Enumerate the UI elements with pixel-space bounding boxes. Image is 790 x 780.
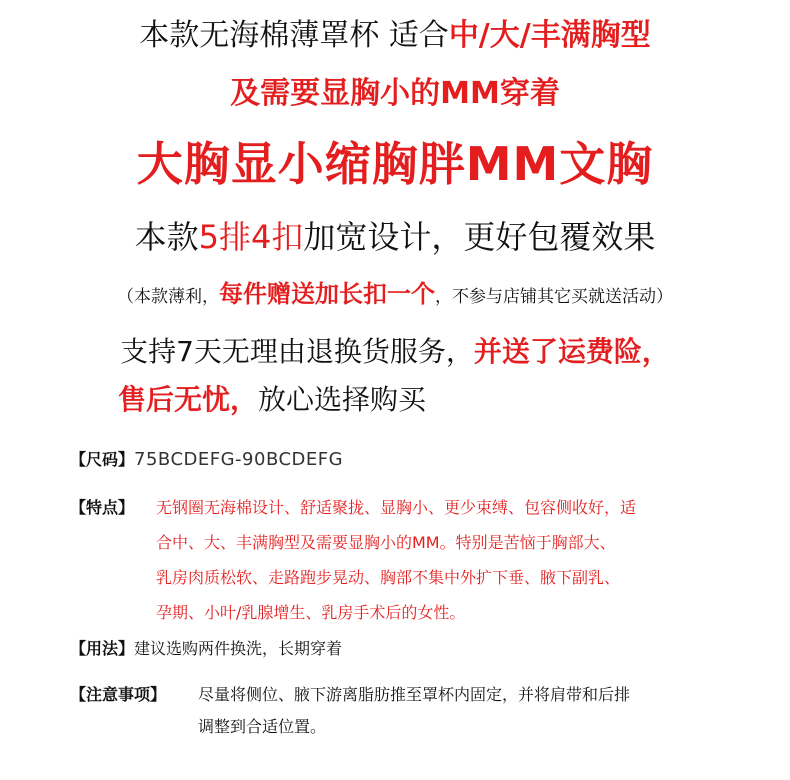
headline-fit-red: 中/大/丰满胸型: [448, 18, 651, 53]
spec-features-line: 孕期、小叶/乳腺增生、乳房手术后的女性。: [156, 603, 466, 622]
headline-return: [0, 330, 790, 370]
spec-size-label: 【尺码】: [70, 450, 135, 469]
headline-design-prefix: 本款: [134, 218, 199, 256]
headline-gift-red: 每件赠送加长扣一个: [219, 280, 435, 308]
headline-gift: [0, 274, 790, 309]
spec-features-label: 【特点】: [70, 498, 135, 517]
spec-size: [70, 447, 343, 470]
headline-aftersale-red: 售后无忧，: [118, 383, 259, 416]
spec-notes-line: 尽量将侧位、腋下游离脂肪推至罩杯内固定，并将肩带和后排: [198, 685, 631, 704]
headline-return-red: 并送了运费险，: [473, 335, 670, 368]
spec-size-value: 75BCDEFG-90BCDEFG: [134, 449, 344, 470]
headline-fit: [0, 10, 790, 54]
headline-design: [0, 212, 790, 258]
headline-gift-open: （本款薄利，: [117, 287, 219, 307]
spec-notes-text: [198, 679, 758, 743]
headline-small-look: 及需要显胸小的MM穿着: [230, 76, 560, 111]
headline-aftersale-black: 放心选择购买: [258, 383, 427, 416]
spec-notes-line: 调整到合适位置。: [198, 717, 327, 736]
spec-notes-label: 【注意事项】: [70, 685, 167, 704]
spec-features-line: 无钢圈无海棉设计、舒适聚拢、显胸小、更少束缚、包容侧收好，适: [156, 498, 637, 517]
headline-return-black: 支持7天无理由退换货服务，: [120, 335, 474, 368]
headline-fit-black: 本款无海棉薄罩杯 适合: [139, 18, 449, 53]
headline-aftersale: [118, 378, 790, 418]
headline-design-red: 5排4扣: [198, 218, 304, 256]
spec-usage-label: 【用法】: [70, 639, 135, 658]
headline-design-suffix: 加宽设计，更好包覆效果: [303, 218, 656, 256]
spec-features-line: 合中、大、丰满胸型及需要显胸小的MM。特别是苦恼于胸部大、: [156, 533, 616, 552]
spec-features-text: [156, 490, 736, 630]
spec-usage-value: 建议选购两件换洗，长期穿着: [134, 639, 343, 658]
headline-main: 大胸显小缩胸胖MM文胸: [136, 137, 654, 191]
spec-usage: [70, 636, 342, 659]
headline-gift-close: ，不参与店铺其它买就送活动）: [435, 287, 673, 307]
spec-features-line: 乳房肉质松软、走路跑步晃动、胸部不集中外扩下垂、腋下副乳、: [156, 568, 621, 587]
